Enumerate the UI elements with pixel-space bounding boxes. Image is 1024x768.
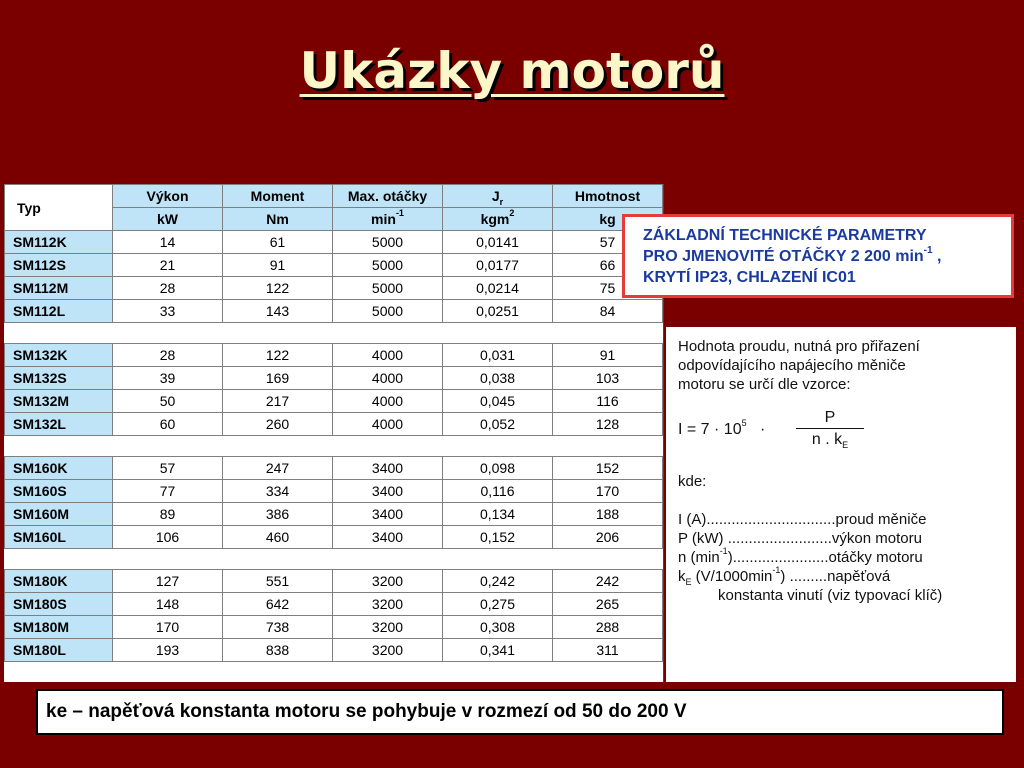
motor-type-cell: SM112L: [5, 300, 113, 323]
table-cell: 247: [223, 457, 333, 480]
separator-cell: [333, 549, 443, 570]
table-cell: 3400: [333, 526, 443, 549]
col-header-jr: [443, 185, 553, 208]
legend-speed-sup: -1: [719, 546, 728, 556]
params-line-2: [643, 246, 1011, 267]
table-cell: 0,052: [443, 413, 553, 436]
table-cell: 170: [113, 616, 223, 639]
table-cell: 116: [553, 390, 663, 413]
table-cell: 4000: [333, 367, 443, 390]
table-cell: 738: [223, 616, 333, 639]
table-cell: 3200: [333, 593, 443, 616]
motor-type-cell: SM180L: [5, 639, 113, 662]
table-cell: 551: [223, 570, 333, 593]
table-cell: 5000: [333, 277, 443, 300]
table-cell: 0,275: [443, 593, 553, 616]
table-cell: 0,0251: [443, 300, 553, 323]
table-cell: 3400: [333, 480, 443, 503]
motor-type-cell: SM180K: [5, 570, 113, 593]
table-row: [5, 526, 663, 549]
separator-cell: [223, 436, 333, 457]
table-cell: 152: [553, 457, 663, 480]
legend-ke-sub: E: [685, 577, 692, 587]
legend-ke-post: (V/1000min: [691, 568, 773, 585]
params-line-1: ZÁKLADNÍ TECHNICKÉ PARAMETRY: [643, 227, 927, 244]
table-cell: 0,152: [443, 526, 553, 549]
table-row: [5, 367, 663, 390]
table-cell: 91: [553, 344, 663, 367]
motor-type-cell: SM132S: [5, 367, 113, 390]
table-cell: 28: [113, 277, 223, 300]
table-header-row: [5, 185, 663, 208]
table-cell: 0,045: [443, 390, 553, 413]
table-cell: 128: [553, 413, 663, 436]
table-cell: 460: [223, 526, 333, 549]
voltage-constant-note: ke – napěťová konstanta motoru se pohybuje v rozmezí od 50 do 200 V: [36, 689, 1004, 735]
table-cell: 106: [113, 526, 223, 549]
current-formula: [678, 410, 1016, 466]
separator-cell: [333, 323, 443, 344]
separator-cell: [113, 549, 223, 570]
table-row: [5, 457, 663, 480]
table-row: [5, 480, 663, 503]
motor-type-cell: SM160M: [5, 503, 113, 526]
table-row: [5, 616, 663, 639]
technical-parameters-box: [622, 214, 1014, 298]
table-row: [5, 413, 663, 436]
legend-ke-end: ) .........napěťová: [780, 568, 891, 585]
motor-type-cell: SM132L: [5, 413, 113, 436]
table-cell: 0,308: [443, 616, 553, 639]
legend-speed-pre: n (min: [678, 549, 720, 566]
legend-ke-sup: -1: [772, 565, 781, 575]
table-cell: 4000: [333, 344, 443, 367]
table-cell: 265: [553, 593, 663, 616]
table-cell: 66: [553, 254, 663, 277]
table-cell: 0,0141: [443, 231, 553, 254]
table-cell: 57: [113, 457, 223, 480]
unit-jr: [443, 208, 553, 231]
legend-power: P (kW) .........................výkon motoru: [678, 530, 922, 547]
motor-type-cell: SM160K: [5, 457, 113, 480]
group-separator-row: [5, 436, 663, 457]
col-header-max-otacky: Max. otáčky: [333, 185, 443, 208]
unit-otacky: [333, 208, 443, 231]
table-cell: 14: [113, 231, 223, 254]
legend-current: I (A)...............................proud měniče: [678, 511, 927, 528]
formula-lhs-text: I = 7 · 10: [678, 421, 742, 438]
formula-den-text: n . k: [811, 431, 843, 448]
table-cell: 0,134: [443, 503, 553, 526]
separator-cell: [223, 323, 333, 344]
table-cell: 4000: [333, 390, 443, 413]
motor-type-cell: SM180S: [5, 593, 113, 616]
table-cell: 0,341: [443, 639, 553, 662]
table-cell: 3200: [333, 639, 443, 662]
motor-type-cell: SM112M: [5, 277, 113, 300]
table-cell: 386: [223, 503, 333, 526]
motor-type-cell: SM160L: [5, 526, 113, 549]
table-cell: 127: [113, 570, 223, 593]
table-cell: 0,242: [443, 570, 553, 593]
legend-ke-continued: konstanta vinutí (viz typovací klíč): [718, 587, 943, 604]
table-cell: 122: [223, 344, 333, 367]
table-cell: 103: [553, 367, 663, 390]
table-row: [5, 570, 663, 593]
motor-type-cell: SM160S: [5, 480, 113, 503]
col-header-hmotnost: Hmotnost: [553, 185, 663, 208]
table-row: [5, 231, 663, 254]
params-line-3: KRYTÍ IP23, CHLAZENÍ IC01: [643, 269, 856, 286]
motor-type-cell: SM180M: [5, 616, 113, 639]
unit-otacky-sup: -1: [395, 208, 404, 219]
formula-den-sub: E: [842, 440, 849, 451]
current-formula-box: [666, 327, 1016, 682]
table-cell: 334: [223, 480, 333, 503]
col-header-j-sub: r: [499, 196, 504, 207]
separator-cell: [553, 436, 663, 457]
table-cell: 84: [553, 300, 663, 323]
motor-type-cell: SM112S: [5, 254, 113, 277]
separator-cell: [443, 323, 553, 344]
separator-cell: [223, 549, 333, 570]
table-cell: 170: [553, 480, 663, 503]
separator-cell: [5, 436, 113, 457]
formula-exponent: 5: [741, 417, 747, 428]
table-cell: 0,098: [443, 457, 553, 480]
formula-denominator: [796, 429, 864, 449]
table-cell: 61: [223, 231, 333, 254]
table-cell: 50: [113, 390, 223, 413]
table-row: [5, 277, 663, 300]
table-cell: 5000: [333, 231, 443, 254]
separator-cell: [113, 436, 223, 457]
table-cell: 206: [553, 526, 663, 549]
table-cell: 122: [223, 277, 333, 300]
table-row: [5, 503, 663, 526]
motor-table-container: [4, 184, 664, 682]
legend-speed: [678, 548, 1016, 567]
slide-title: Ukázky motorů: [299, 42, 725, 100]
separator-cell: [333, 436, 443, 457]
info-intro-3: motoru se určí dle vzorce:: [678, 376, 851, 393]
table-cell: 642: [223, 593, 333, 616]
table-cell: 0,031: [443, 344, 553, 367]
table-cell: 5000: [333, 254, 443, 277]
separator-cell: [553, 549, 663, 570]
unit-jr-text: kgm: [480, 211, 510, 227]
formula-lhs: [678, 417, 766, 439]
legend-speed-post: ).......................otáčky motoru: [727, 549, 923, 566]
separator-cell: [5, 323, 113, 344]
table-row: [5, 593, 663, 616]
table-cell: 0,116: [443, 480, 553, 503]
table-body: [5, 231, 663, 662]
table-cell: 77: [113, 480, 223, 503]
unit-vykon: kW: [113, 208, 223, 231]
table-cell: 217: [223, 390, 333, 413]
motor-type-cell: SM112K: [5, 231, 113, 254]
group-separator-row: [5, 323, 663, 344]
table-cell: 5000: [333, 300, 443, 323]
table-row: [5, 344, 663, 367]
info-intro-2: odpovídajícího napájecího měniče: [678, 357, 906, 374]
table-cell: 75: [553, 277, 663, 300]
separator-cell: [5, 549, 113, 570]
unit-otacky-text: min: [371, 211, 396, 227]
separator-cell: [443, 549, 553, 570]
params-line-2-end: ,: [932, 248, 942, 265]
table-cell: 148: [113, 593, 223, 616]
table-cell: 260: [223, 413, 333, 436]
params-line-2-sup: -1: [923, 244, 933, 256]
unit-moment: Nm: [223, 208, 333, 231]
table-cell: 89: [113, 503, 223, 526]
col-header-typ: Typ: [5, 185, 113, 231]
table-row: [5, 639, 663, 662]
table-cell: 311: [553, 639, 663, 662]
motor-type-cell: SM132K: [5, 344, 113, 367]
separator-cell: [443, 436, 553, 457]
unit-hmotnost: kg: [553, 208, 663, 231]
params-line-2-text: PRO JMENOVITÉ OTÁČKY 2 200 min: [643, 248, 924, 265]
formula-dot: ·: [759, 421, 766, 438]
table-row: [5, 390, 663, 413]
table-cell: 0,0177: [443, 254, 553, 277]
table-cell: 39: [113, 367, 223, 390]
info-kde: kde:: [678, 473, 707, 490]
unit-jr-sup: 2: [509, 208, 515, 219]
table-cell: 288: [553, 616, 663, 639]
table-cell: 3400: [333, 457, 443, 480]
table-cell: 3200: [333, 616, 443, 639]
table-cell: 0,0214: [443, 277, 553, 300]
table-cell: 33: [113, 300, 223, 323]
table-row: [5, 300, 663, 323]
table-cell: 57: [553, 231, 663, 254]
separator-cell: [553, 323, 663, 344]
table-cell: 838: [223, 639, 333, 662]
info-intro-1: Hodnota proudu, nutná pro přiřazení: [678, 338, 920, 355]
motor-type-cell: SM132M: [5, 390, 113, 413]
table-row: [5, 254, 663, 277]
col-header-j-text: J: [491, 188, 500, 204]
legend-ke: [678, 567, 1016, 586]
table-cell: 28: [113, 344, 223, 367]
legend-ke-pre: k: [678, 568, 686, 585]
motor-parameters-table: [4, 184, 663, 662]
formula-fraction: [796, 408, 864, 449]
col-header-moment: Moment: [223, 185, 333, 208]
table-cell: 21: [113, 254, 223, 277]
table-cell: 4000: [333, 413, 443, 436]
group-separator-row: [5, 549, 663, 570]
table-cell: 143: [223, 300, 333, 323]
table-cell: 169: [223, 367, 333, 390]
table-cell: 91: [223, 254, 333, 277]
table-cell: 0,038: [443, 367, 553, 390]
table-cell: 60: [113, 413, 223, 436]
table-cell: 242: [553, 570, 663, 593]
col-header-vykon: Výkon: [113, 185, 223, 208]
separator-cell: [113, 323, 223, 344]
formula-numerator: P: [796, 408, 864, 429]
table-cell: 3400: [333, 503, 443, 526]
table-cell: 193: [113, 639, 223, 662]
table-cell: 3200: [333, 570, 443, 593]
table-cell: 188: [553, 503, 663, 526]
